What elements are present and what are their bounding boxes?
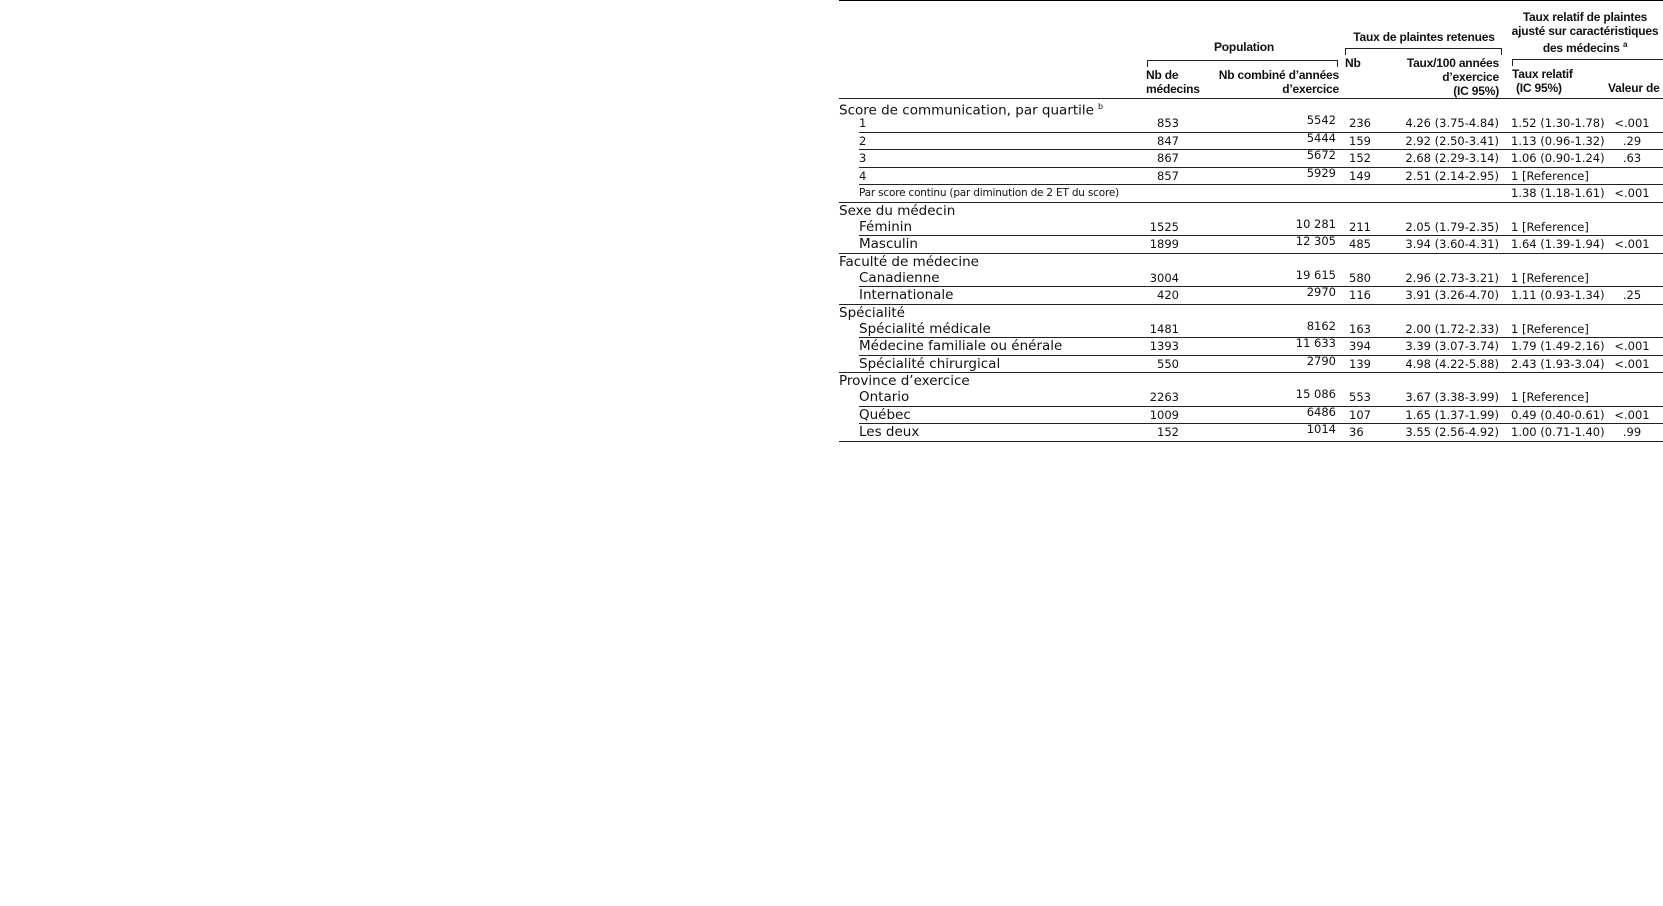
cell-nb: 580 xyxy=(1349,270,1371,285)
cell-taux: 2.96 (2.73-3.21) xyxy=(1405,270,1499,285)
cell-nb-annees: 8162 xyxy=(1306,318,1336,333)
cell-nb-annees: 15 086 xyxy=(1295,387,1336,401)
cell-nb-medecins: 853 xyxy=(1157,116,1179,130)
row-label: Québec xyxy=(859,406,911,423)
row-label: Internationale xyxy=(859,287,954,303)
cell-nb-medecins: 1393 xyxy=(1149,339,1179,353)
cell-taux-relatif: 1.11 (0.93-1.34) xyxy=(1511,288,1605,302)
row-label: Masculin xyxy=(859,236,918,252)
cell-taux: 2.68 (2.29-3.14) xyxy=(1405,151,1499,165)
cell-nb-medecins: 550 xyxy=(1157,356,1179,371)
cell-nb-medecins: 1481 xyxy=(1149,321,1179,336)
cell-taux-relatif: 1.38 (1.18-1.61) xyxy=(1511,186,1605,200)
bracket-taux-relatif xyxy=(1512,59,1663,66)
section-heading: Sexe du médecin xyxy=(839,202,956,219)
header-nb-annees: Nb combiné d’années d’exercice xyxy=(1218,68,1339,96)
cell-nb: 149 xyxy=(1349,168,1371,183)
cell-valeur: <.001 xyxy=(1614,407,1650,422)
group-rule xyxy=(839,202,1663,203)
header-taux100: Taux/100 années d’exercice (IC 95%) xyxy=(1406,56,1499,98)
group-rule xyxy=(839,304,1663,305)
cell-valeur: .99 xyxy=(1622,425,1642,439)
row-rule xyxy=(859,184,1663,185)
cell-nb-annees: 19 615 xyxy=(1295,267,1336,282)
cell-taux: 4.98 (4.22-5.88) xyxy=(1405,356,1499,371)
cell-valeur: <.001 xyxy=(1614,186,1650,200)
cell-nb: 159 xyxy=(1349,133,1371,148)
cell-nb: 163 xyxy=(1349,321,1371,336)
cell-nb-medecins: 867 xyxy=(1157,151,1179,165)
cell-taux: 3.55 (2.56-4.92) xyxy=(1405,425,1499,439)
cell-taux-relatif: 1 [Reference] xyxy=(1511,219,1589,234)
row-label: Spécialité médicale xyxy=(859,320,991,337)
cell-nb-annees: 2790 xyxy=(1306,353,1336,368)
bracket-taux-plaintes xyxy=(1345,48,1502,55)
cell-taux: 3.94 (3.60-4.31) xyxy=(1405,237,1499,251)
cell-nb: 394 xyxy=(1349,339,1371,353)
cell-nb-medecins: 2263 xyxy=(1149,390,1179,404)
cell-nb-annees: 1014 xyxy=(1306,422,1336,436)
cell-valeur: .25 xyxy=(1622,288,1642,302)
complaints-table xyxy=(839,0,1663,441)
cell-nb-annees: 11 633 xyxy=(1295,336,1336,350)
header-nb-medecins: Nb de médecins xyxy=(1146,68,1200,96)
cell-nb-annees: 6486 xyxy=(1306,404,1336,419)
cell-taux: 2.92 (2.50-3.41) xyxy=(1405,133,1499,148)
cell-taux-relatif: 1.06 (0.90-1.24) xyxy=(1511,151,1605,165)
row-label: 1 xyxy=(859,116,867,130)
cell-taux-relatif: 1 [Reference] xyxy=(1511,321,1589,336)
cell-nb: 485 xyxy=(1349,237,1371,251)
cell-nb: 139 xyxy=(1349,356,1371,371)
header-population: Population xyxy=(1214,40,1274,54)
row-label: Médecine familiale ou énérale xyxy=(859,338,1063,354)
cell-valeur: .63 xyxy=(1622,151,1642,165)
cell-valeur: .29 xyxy=(1622,133,1642,148)
header-taux-plaintes: Taux de plaintes retenues xyxy=(1353,30,1495,44)
header-taux-relatif: Taux relatif de plaintes ajusté sur caractéristiques des médecins $^a$ xyxy=(1511,10,1659,55)
cell-valeur: <.001 xyxy=(1614,237,1650,251)
row-label: 2 xyxy=(859,133,867,148)
cell-valeur: <.001 xyxy=(1614,116,1650,130)
section-heading: Province d’exercice xyxy=(839,373,970,389)
section-heading: Spécialité xyxy=(839,304,905,321)
cell-taux-relatif: 1 [Reference] xyxy=(1511,270,1589,285)
section-heading: Faculté de médecine xyxy=(839,253,979,270)
cell-taux-relatif: 2.43 (1.93-3.04) xyxy=(1511,356,1605,371)
cell-nb: 36 xyxy=(1349,425,1364,439)
cell-taux: 3.39 (3.07-3.74) xyxy=(1405,339,1499,353)
cell-taux-relatif: 1 [Reference] xyxy=(1511,168,1589,183)
cell-taux-relatif: 1 [Reference] xyxy=(1511,390,1589,404)
row-label: 4 xyxy=(859,168,867,183)
header-nb: Nb xyxy=(1345,56,1361,70)
cell-nb-annees: 2970 xyxy=(1306,285,1336,299)
cell-nb-medecins: 3004 xyxy=(1149,270,1179,285)
cell-taux-relatif: 0.49 (0.40-0.61) xyxy=(1511,407,1605,422)
cell-nb-medecins: 1009 xyxy=(1149,407,1179,422)
row-label: 3 xyxy=(859,151,867,165)
group-rule xyxy=(839,441,1663,442)
cell-nb-annees: 5672 xyxy=(1306,148,1336,162)
cell-nb: 152 xyxy=(1349,151,1371,165)
cell-valeur: <.001 xyxy=(1614,339,1650,353)
cell-nb-medecins: 420 xyxy=(1157,288,1179,302)
cell-nb: 553 xyxy=(1349,390,1371,404)
bracket-population xyxy=(1147,60,1338,67)
cell-nb: 211 xyxy=(1349,219,1371,234)
cell-taux: 2.51 (2.14-2.95) xyxy=(1405,168,1499,183)
row-label: Féminin xyxy=(859,218,913,235)
header-valeur: Valeur de xyxy=(1608,81,1660,95)
cell-nb: 236 xyxy=(1349,116,1371,130)
cell-valeur: <.001 xyxy=(1614,356,1650,371)
cell-nb: 107 xyxy=(1349,407,1371,422)
cell-taux: 2.05 (1.79-2.35) xyxy=(1405,219,1499,234)
cell-nb-annees: 10 281 xyxy=(1295,216,1336,231)
cell-nb-medecins: 847 xyxy=(1157,133,1179,148)
cell-taux: 1.65 (1.37-1.99) xyxy=(1405,407,1499,422)
cell-taux-relatif: 1.52 (1.30-1.78) xyxy=(1511,116,1605,130)
section-heading: Score de communication, par quartile $^b$ xyxy=(839,102,1104,119)
cell-taux: 4.26 (3.75-4.84) xyxy=(1405,116,1499,130)
cell-nb-annees: 12 305 xyxy=(1295,234,1336,248)
cell-taux-relatif: 1.64 (1.39-1.94) xyxy=(1511,237,1605,251)
row-label: Par score continu (par diminution de 2 ET du score) xyxy=(859,187,1120,199)
cell-taux: 2.00 (1.72-2.33) xyxy=(1405,321,1499,336)
cell-nb-medecins: 857 xyxy=(1157,168,1179,183)
cell-taux: 3.67 (3.38-3.99) xyxy=(1405,390,1499,404)
cell-taux: 3.91 (3.26-4.70) xyxy=(1405,288,1499,302)
header-taux-rel: Taux relatif (IC 95%) xyxy=(1512,67,1573,95)
cell-nb-annees: 5444 xyxy=(1306,130,1336,145)
cell-nb: 116 xyxy=(1349,288,1371,302)
cell-nb-annees: 5542 xyxy=(1306,113,1336,127)
cell-taux-relatif: 1.00 (0.71-1.40) xyxy=(1511,425,1605,439)
row-label: Canadienne xyxy=(859,269,940,286)
cell-taux-relatif: 1.79 (1.49-2.16) xyxy=(1511,339,1605,353)
cell-nb-medecins: 1899 xyxy=(1149,237,1179,251)
row-label: Les deux xyxy=(859,424,920,440)
row-label: Ontario xyxy=(859,389,910,405)
cell-taux-relatif: 1.13 (0.96-1.32) xyxy=(1511,133,1605,148)
cell-nb-annees: 5929 xyxy=(1306,165,1336,180)
row-label: Spécialité chirurgical xyxy=(859,355,1001,372)
cell-nb-medecins: 152 xyxy=(1157,425,1179,439)
cell-nb-medecins: 1525 xyxy=(1149,219,1179,234)
